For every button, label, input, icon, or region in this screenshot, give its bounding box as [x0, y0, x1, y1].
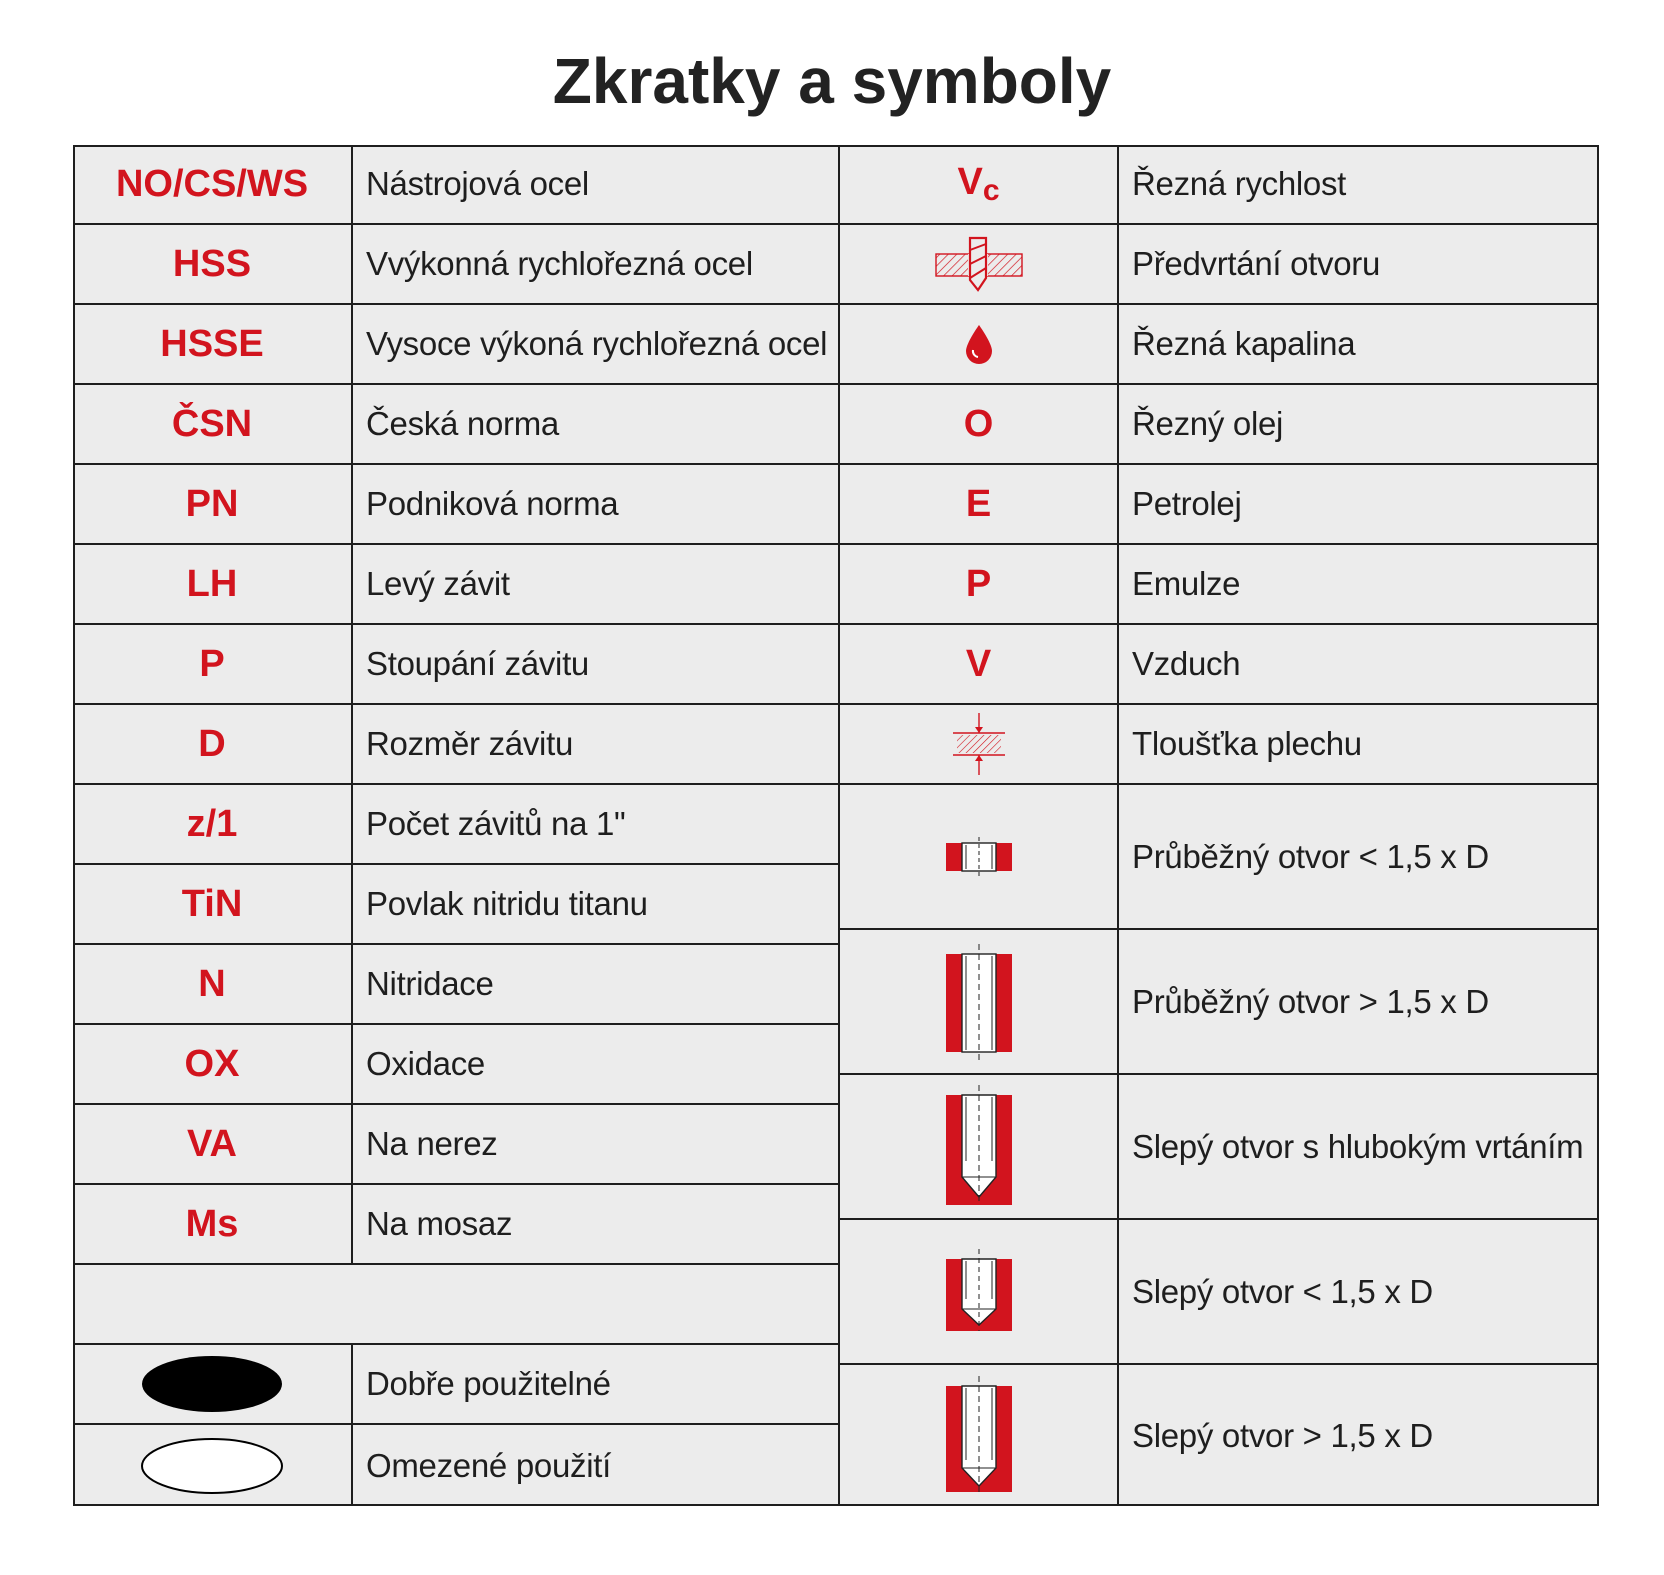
legend-row [73, 1425, 838, 1506]
table-row [840, 385, 1599, 465]
description: Řezný olej [1132, 405, 1284, 442]
description: Průběžný otvor < 1,5 x D [1132, 837, 1489, 875]
table-row [73, 225, 838, 305]
table-row [840, 145, 1599, 225]
symbol-cell [73, 705, 353, 783]
description: Řezná kapalina [1132, 325, 1356, 362]
symbol-cell [73, 145, 353, 223]
symbol-cell [73, 225, 353, 303]
description: Levý závit [366, 565, 510, 602]
pre-drilling-icon [934, 234, 1024, 294]
abbreviation-main: V [957, 160, 983, 203]
description: Povlak nitridu titanu [366, 885, 648, 922]
description: Vzduch [1132, 645, 1241, 682]
symbol-cell [840, 305, 1119, 383]
abbreviation: ČSN [171, 402, 253, 445]
through-hole-long-icon [944, 944, 1014, 1060]
symbol-cell [840, 705, 1119, 783]
table-row [73, 385, 838, 465]
symbol-cell [73, 305, 353, 383]
abbreviation: P [199, 642, 225, 685]
abbreviation: HSS [172, 242, 252, 285]
table-row [840, 1365, 1599, 1506]
description: Průběžný otvor > 1,5 x D [1132, 982, 1489, 1020]
description: Petrolej [1132, 485, 1242, 522]
description: Tloušťka plechu [1132, 725, 1362, 762]
table-row [840, 625, 1599, 705]
symbol-cell [73, 945, 353, 1023]
abbreviation: NO/CS/WS [115, 162, 309, 205]
table-row [73, 305, 838, 385]
drop-icon [964, 323, 994, 365]
symbol-cell [73, 1105, 353, 1183]
description: Slepý otvor < 1,5 x D [1132, 1272, 1433, 1310]
abbreviation: V [965, 642, 992, 685]
table-row [73, 465, 838, 545]
sheet-thickness-icon [951, 711, 1007, 777]
description: Česká norma [366, 405, 559, 442]
symbol-cell [73, 1025, 353, 1103]
description: Vvýkonná rychlořezná ocel [366, 245, 753, 282]
table-row [73, 1105, 838, 1185]
left-column [73, 145, 838, 1506]
abbreviation: O [963, 402, 994, 445]
description: Stoupání závitu [366, 645, 589, 682]
symbol-cell [73, 465, 353, 543]
abbreviation: E [965, 482, 992, 525]
through-hole-short-icon [944, 837, 1014, 877]
symbol-cell [73, 1345, 353, 1423]
symbol-cell [840, 1365, 1119, 1506]
abbreviation: TiN [181, 882, 243, 925]
description: Počet závitů na 1" [366, 805, 626, 842]
page-title: Zkratky a symboly [552, 45, 1112, 117]
symbol-cell [73, 545, 353, 623]
abbreviation: z/1 [186, 802, 238, 845]
table-row [73, 145, 838, 225]
description: Slepý otvor > 1,5 x D [1132, 1416, 1433, 1454]
symbol-cell [73, 1185, 353, 1263]
abbreviation: P [965, 562, 992, 605]
table-row [840, 705, 1599, 785]
abbreviation-subscript: c [982, 173, 1000, 207]
legend-row [73, 1345, 838, 1425]
description: Nitridace [366, 965, 494, 1002]
abbreviation: HSSE [160, 322, 264, 365]
symbol-cell [73, 785, 353, 863]
symbol-cell [840, 545, 1119, 623]
blind-hole-long-icon [944, 1376, 1014, 1496]
description: Dobře použitelné [366, 1365, 611, 1402]
abbreviation: D [198, 722, 226, 765]
description: Nástrojová ocel [366, 165, 589, 202]
table-row [73, 625, 838, 705]
symbol-cell [840, 785, 1119, 928]
empty-row [73, 1265, 838, 1345]
description: Podniková norma [366, 485, 619, 522]
abbreviation: PN [185, 482, 239, 525]
table-row [73, 1025, 838, 1105]
abbreviation: Ms [185, 1202, 239, 1245]
table-row [840, 465, 1599, 545]
symbol-cell [840, 145, 1119, 223]
description: Rozměr závitu [366, 725, 573, 762]
symbol-cell [73, 625, 353, 703]
symbol-cell [840, 465, 1119, 543]
filled-ellipse-icon [139, 1353, 285, 1415]
symbol-cell [73, 865, 353, 943]
table-row [73, 1185, 838, 1265]
symbol-cell [840, 385, 1119, 463]
table-row [73, 865, 838, 945]
right-column [838, 145, 1599, 1506]
table-row [73, 705, 838, 785]
description: Emulze [1132, 565, 1241, 602]
abbreviation: VA [187, 1122, 237, 1165]
description: Na nerez [366, 1125, 498, 1162]
abbreviation [957, 161, 999, 208]
description: Omezené použití [366, 1446, 611, 1484]
table-row [840, 1220, 1599, 1365]
symbol-cell [840, 1075, 1119, 1218]
symbol-cell [73, 385, 353, 463]
table-row [73, 785, 838, 865]
abbreviation: LH [186, 562, 238, 605]
table-row [73, 545, 838, 625]
table-row [840, 225, 1599, 305]
description: Na mosaz [366, 1205, 513, 1242]
description: Oxidace [366, 1045, 485, 1082]
description: Řezná rychlost [1132, 165, 1347, 202]
empty-ellipse-icon [139, 1435, 285, 1497]
blind-hole-short-icon [944, 1249, 1014, 1335]
table-row [840, 545, 1599, 625]
symbol-cell [840, 1220, 1119, 1363]
table-row [73, 945, 838, 1025]
abbreviation: N [198, 962, 226, 1005]
table-row [840, 785, 1599, 930]
description: Slepý otvor s hlubokým vrtáním [1132, 1127, 1584, 1165]
table-row [840, 930, 1599, 1075]
symbol-cell [840, 225, 1119, 303]
description: Vysoce výkoná rychlořezná ocel [366, 325, 828, 362]
symbol-cell [840, 625, 1119, 703]
symbol-cell [73, 1425, 353, 1506]
abbreviation: OX [184, 1042, 240, 1085]
table-row [840, 305, 1599, 385]
symbol-cell [840, 930, 1119, 1073]
blind-hole-deep-icon [944, 1085, 1014, 1209]
description: Předvrtání otvoru [1132, 245, 1381, 282]
table-row [840, 1075, 1599, 1220]
